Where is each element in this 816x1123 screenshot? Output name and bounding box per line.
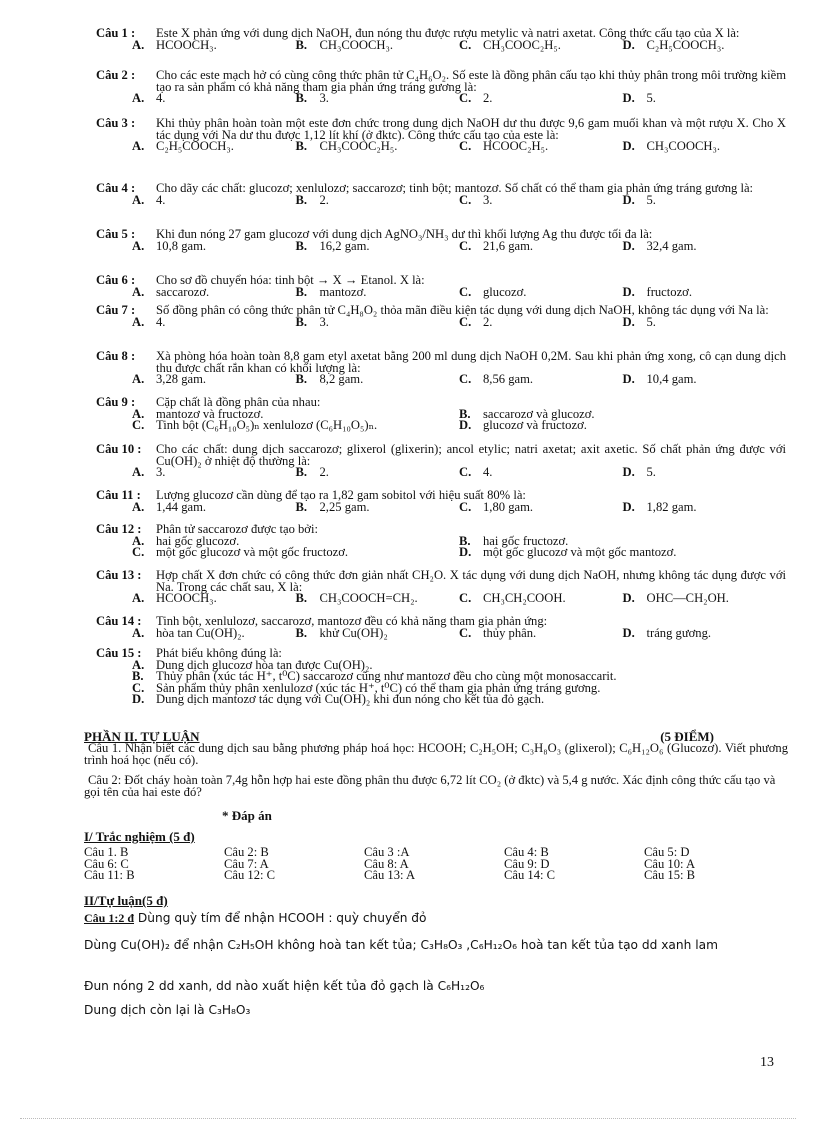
question-number: Câu 1 : — [96, 26, 136, 40]
answer-row — [84, 870, 784, 882]
option-letter: A. — [132, 91, 145, 106]
essay-answer-line-1 — [84, 911, 784, 926]
option-letter: A. — [132, 139, 145, 154]
answer-key: Câu 10: A — [644, 856, 696, 871]
question-header — [96, 570, 786, 593]
answer-option — [132, 625, 296, 640]
question — [96, 305, 786, 328]
option-row — [132, 238, 786, 253]
answer-option — [132, 93, 296, 105]
answer-option — [459, 192, 623, 207]
answer-option — [459, 499, 623, 514]
answer-option — [459, 547, 786, 559]
option-letter: B. — [295, 372, 308, 387]
option-text: 4. — [156, 91, 166, 106]
option-letter: D. — [622, 499, 635, 514]
answer-grid — [84, 847, 784, 882]
option-letter: A. — [132, 406, 145, 421]
option-text: CH₃CH₂COOH. — [483, 591, 566, 606]
option-letter: C. — [132, 418, 145, 433]
answer-option — [622, 238, 787, 253]
option-row — [132, 625, 786, 640]
question-number: Câu 9 : — [96, 395, 136, 409]
essay-answer-line-2: Dùng Cu(OH)₂ để nhận C₂H₅OH không hoà tan kết tủa; C₃H₈O₃ ,C₆H₁₂O₆ hoà tan kết tủa tạo dd xanh lam — [84, 938, 718, 952]
option-letter: A. — [132, 284, 145, 299]
question-text: Khi thủy phân hoàn toàn một este đơn chức trong dung dịch NaOH dư thu được 9,6 gam muối khan và một rượu X. Cho X tác dụng với Na dư thu được 1,12 lít khí (ở đktc). Công thức cấu tạo của este là: — [156, 116, 786, 142]
option-letter: A. — [132, 372, 145, 387]
question-header — [96, 351, 786, 374]
answer-option — [296, 141, 460, 153]
option-text: 3. — [483, 192, 493, 207]
option-text: 8,56 gam. — [483, 372, 534, 387]
question-number: Câu 4 : — [96, 181, 136, 195]
option-letter: D. — [622, 192, 635, 207]
answer-option — [132, 192, 296, 207]
option-letter: B. — [295, 238, 308, 253]
option-letter: A. — [132, 238, 145, 253]
option-text: một gốc glucozơ và một gốc mantozơ. — [483, 545, 677, 560]
question — [96, 648, 786, 706]
question — [96, 28, 786, 51]
answer-option — [296, 593, 460, 605]
answer-key: Câu 6: C — [84, 856, 129, 871]
option-text: hai gốc fructozơ. — [483, 533, 569, 548]
page-number: 13 — [760, 1055, 774, 1070]
option-letter: A. — [132, 192, 145, 207]
option-letter: D. — [622, 625, 635, 640]
option-row — [132, 141, 786, 153]
answer-key: Câu 2: B — [224, 845, 269, 859]
question-text: Xà phòng hóa hoàn toàn 8,8 gam etyl axetat bằng 200 ml dung dịch NaOH 0,2M. Sau khi phản ứng xong, cô cạn dung dịch thu được chất rắn khan có khối lượng là: — [156, 349, 786, 375]
option-text: CH₃COOC₂H₅. — [319, 139, 398, 154]
answer-key: Câu 14: C — [504, 868, 556, 883]
answer-option — [132, 593, 296, 605]
answer-option — [459, 238, 623, 253]
option-text: 8,2 gam. — [319, 372, 364, 387]
option-text: 3,28 gam. — [156, 372, 207, 387]
answer-option — [623, 593, 787, 605]
option-text: CH₃COOC₂H₅. — [483, 37, 561, 52]
option-row — [132, 284, 786, 299]
option-text: glucozơ và fructozơ. — [483, 418, 587, 433]
option-letter: B. — [295, 139, 308, 154]
answer-option — [132, 420, 459, 432]
answer-option — [132, 547, 459, 559]
option-text: C₂H₅COOCH₃. — [646, 37, 725, 52]
option-text: 32,4 gam. — [646, 238, 697, 253]
answer-option — [296, 467, 460, 479]
question-number: Câu 13 : — [96, 568, 142, 582]
option-letter: C. — [459, 372, 472, 387]
option-text: 2. — [483, 314, 493, 329]
question-header — [96, 70, 786, 93]
answer-key: Câu 8: A — [364, 856, 409, 871]
essay-answer-title: II/Tự luận(5 đ) — [84, 893, 168, 908]
answer-option — [459, 374, 623, 386]
question — [96, 490, 786, 513]
option-text: 3. — [156, 465, 166, 480]
option-text: OHC—CH₂OH. — [646, 591, 729, 606]
answer-option — [459, 314, 623, 329]
question-text: Hợp chất X đơn chức có công thức đơn giản nhất CH₂O. X tác dụng với dung dịch NaOH, nhưng không tác dụng được với Na. Trong các chất sau, X là: — [156, 568, 786, 594]
option-letter: A. — [132, 625, 145, 640]
question — [96, 570, 786, 605]
answer-option — [295, 625, 460, 640]
option-letter: B. — [459, 533, 471, 548]
answer-option — [132, 499, 296, 514]
answer-option — [623, 374, 787, 386]
answer-option — [622, 37, 787, 52]
answer-option — [459, 37, 623, 52]
answer-option — [295, 314, 460, 329]
question-number: Câu 12 : — [96, 522, 142, 536]
option-letter: D. — [622, 238, 635, 253]
option-letter: D. — [622, 91, 635, 106]
option-text: khử Cu(OH)₂ — [319, 625, 388, 640]
answer-option — [622, 499, 787, 514]
question-header — [96, 444, 786, 467]
option-row — [132, 593, 786, 605]
question-text: Số đồng phân có công thức phân tử C₄H₈O₂ thỏa mãn điều kiện tác dụng với dung dịch NaOH, không tác dụng với Na là: — [156, 303, 769, 317]
option-letter: B. — [295, 192, 308, 207]
option-letter: C. — [459, 37, 472, 52]
option-letter: C. — [132, 680, 145, 695]
option-letter: B. — [295, 499, 308, 514]
answer-option — [295, 499, 460, 514]
option-letter: A. — [132, 591, 145, 606]
option-letter: C. — [459, 238, 472, 253]
option-letter: A. — [132, 37, 145, 52]
answer-option — [132, 238, 296, 253]
answer-option — [459, 467, 623, 479]
question-header — [96, 183, 786, 195]
question — [96, 616, 786, 639]
answer-option — [459, 420, 786, 432]
option-text: Dung dịch glucozơ hòa tan được Cu(OH)₂. — [156, 657, 373, 672]
option-text: mantozơ. — [319, 284, 367, 299]
option-letter: B. — [295, 625, 308, 640]
option-letter: B. — [295, 91, 308, 106]
option-letter: D. — [622, 465, 635, 480]
option-letter: D. — [622, 37, 635, 52]
question — [96, 275, 786, 298]
option-text: fructozơ. — [646, 284, 692, 299]
option-text: 10,4 gam. — [646, 372, 697, 387]
answer-option — [295, 37, 460, 52]
question-text: Cho sơ đồ chuyển hóa: tinh bột → X → Etanol. X là: — [156, 273, 425, 287]
question-text: Lượng glucozơ cần dùng để tạo ra 1,82 gam sobitol với hiệu suất 80% là: — [156, 488, 526, 502]
answer-key: Câu 4: B — [504, 845, 549, 859]
answer-key: Câu 1. B — [84, 845, 129, 859]
option-letter: B. — [295, 591, 308, 606]
option-text: một gốc glucozơ và một gốc fructozơ. — [156, 545, 349, 560]
answer-option — [622, 284, 787, 299]
option-letter: C. — [459, 91, 472, 106]
question-text: Phân tử saccarozơ được tạo bởi: — [156, 522, 318, 536]
question-text: Khi đun nóng 27 gam glucozơ với dung dịch AgNO₃/NH₃ dư thì khối lượng Ag thu được tối đa là: — [156, 227, 653, 241]
question-number: Câu 15 : — [96, 646, 142, 660]
question-number: Câu 2 : — [96, 68, 136, 82]
option-text: saccarozơ và glucozơ. — [483, 406, 595, 421]
essay-answer-text: Dùng quỳ tím để nhận HCOOH : quỳ chuyển đỏ — [137, 911, 427, 925]
question-text: Phát biểu không đúng là: — [156, 646, 282, 660]
question-number: Câu 3 : — [96, 116, 136, 130]
option-letter: C. — [459, 499, 472, 514]
option-letter: C. — [459, 284, 472, 299]
question-number: Câu 14 : — [96, 614, 142, 628]
answer-option — [132, 314, 296, 329]
option-letter: B. — [295, 284, 308, 299]
answer-key: Câu 5: D — [644, 845, 690, 859]
option-row — [132, 93, 786, 105]
option-letter: A. — [132, 314, 145, 329]
option-text: Dung dịch mantozơ tác dụng với Cu(OH)₂ khi đun nóng cho kết tủa đỏ gạch. — [156, 692, 545, 707]
question-number: Câu 11 : — [96, 488, 141, 502]
question-text: Este X phản ứng với dung dịch NaOH, đun nóng thu được rượu metylic và natri axetat. Công thức cấu tạo của X là: — [156, 26, 740, 40]
answer-key: Câu 12: C — [224, 868, 276, 883]
answer-option — [622, 625, 787, 640]
option-text: 4. — [156, 314, 166, 329]
option-row — [132, 37, 786, 52]
essay-answer-label: Câu 1:2 đ — [84, 911, 135, 925]
option-text: 21,6 gam. — [483, 238, 534, 253]
question — [96, 70, 786, 105]
question-number: Câu 6 : — [96, 273, 136, 287]
option-letter: D. — [622, 372, 635, 387]
option-letter: A. — [132, 657, 145, 672]
option-text: 2. — [319, 192, 329, 207]
option-text: HCOOCH₃. — [156, 37, 217, 52]
question — [96, 351, 786, 386]
answer-option — [132, 467, 296, 479]
option-letter: A. — [132, 533, 145, 548]
answer-option — [622, 192, 787, 207]
answer-option — [132, 694, 544, 706]
option-letter: C. — [459, 625, 472, 640]
page-bottom-divider — [20, 1118, 796, 1119]
option-row — [132, 420, 786, 432]
option-letter: D. — [459, 418, 472, 433]
answer-option — [622, 314, 787, 329]
option-text: 3. — [319, 91, 329, 106]
option-row — [132, 314, 786, 329]
question — [96, 229, 786, 252]
essay-answer-line-3: Đun nóng 2 dd xanh, dd nào xuất hiện kết tủa đỏ gạch là C₆H₁₂O₆ — [84, 979, 485, 993]
option-text: saccarozơ. — [156, 284, 210, 299]
question-header — [96, 305, 786, 317]
answer-key: Câu 15: B — [644, 868, 696, 883]
question — [96, 397, 786, 432]
option-letter: B. — [295, 37, 308, 52]
option-row — [132, 694, 786, 706]
option-text: 4. — [483, 465, 493, 480]
answer-option — [132, 141, 296, 153]
option-letter: D. — [622, 314, 635, 329]
option-text: 3. — [319, 314, 329, 329]
question-number: Câu 10 : — [96, 442, 142, 456]
option-text: CH₃COOCH=CH₂. — [319, 591, 418, 606]
option-text: tráng gương. — [646, 625, 712, 640]
option-letter: A. — [132, 499, 145, 514]
option-text: 4. — [156, 192, 166, 207]
answer-option — [623, 93, 787, 105]
answer-key: Câu 9: D — [504, 856, 550, 871]
option-row — [132, 547, 786, 559]
question-text: Cho các este mạch hở có cùng công thức phân tử C₄H₆O₂. Số este là đồng phân cấu tạo khi thủy phân trong môi trường kiềm tạo ra sản phẩm có khả năng tham gia phản ứng tráng gương là: — [156, 68, 786, 94]
answer-option — [459, 593, 623, 605]
option-text: Tinh bột (C₆H₁₀O₅)ₙ xenlulozơ (C₆H₁₀O₅)ₙ. — [156, 418, 378, 433]
answer-option — [459, 93, 623, 105]
option-text: Sản phẩm thủy phân xenlulozơ (xúc tác H⁺, t⁰C) có thể tham gia phản ứng tráng gương. — [156, 680, 601, 695]
option-text: 2. — [319, 465, 329, 480]
option-text: CH₃COOCH₃. — [646, 139, 721, 154]
part2-points: (5 ĐIỂM) — [660, 729, 714, 744]
option-text: hòa tan Cu(OH)₂. — [156, 625, 245, 640]
answer-title: * Đáp án — [222, 808, 272, 823]
option-text: 10,8 gam. — [156, 238, 207, 253]
answer-option — [132, 284, 296, 299]
option-text: HCOOC₂H₅. — [483, 139, 549, 154]
question — [96, 524, 786, 559]
answer-option — [295, 238, 460, 253]
question-text: Cho dãy các chất: glucozơ; xenlulozơ; saccarozơ; tinh bột; mantozơ. Số chất có thể tham gia phản ứng tráng gương là: — [156, 181, 754, 195]
option-row — [132, 192, 786, 207]
option-text: 16,2 gam. — [319, 238, 370, 253]
question — [96, 444, 786, 479]
option-letter: D. — [132, 692, 145, 707]
option-text: 5. — [646, 314, 656, 329]
option-row — [132, 374, 786, 386]
answer-option — [132, 37, 296, 52]
question-text: Cho các chất: dung dịch saccarozơ; glixerol (glixerin); ancol etylic; natri axetat; axit axetic. Số chất phản ứng được với Cu(OH)₂ ở nhiệt độ thường là: — [156, 442, 786, 468]
answer-option — [623, 467, 787, 479]
question-number: Câu 8 : — [96, 349, 136, 363]
answer-option — [623, 141, 787, 153]
question-number: Câu 5 : — [96, 227, 136, 241]
answer-option — [132, 374, 296, 386]
option-letter: C. — [459, 192, 472, 207]
question-header — [96, 118, 786, 141]
option-text: glucozơ. — [483, 284, 527, 299]
question-number: Câu 7 : — [96, 303, 136, 317]
option-letter: B. — [459, 406, 471, 421]
part2-title: PHẦN II. TỰ LUẬN — [84, 729, 200, 744]
option-text: 1,44 gam. — [156, 499, 207, 514]
option-letter: B. — [295, 465, 308, 480]
essay-answer-line-4: Dung dịch còn lại là C₃H₈O₃ — [84, 1003, 251, 1017]
answer-option — [295, 192, 460, 207]
option-row — [132, 467, 786, 479]
question — [96, 118, 786, 153]
option-letter: D. — [622, 284, 635, 299]
answer-key: Câu 3 :A — [364, 845, 410, 859]
question-text: Tinh bột, xenlulozơ, saccarozơ, mantozơ đều có khả năng tham gia phản ứng: — [156, 614, 548, 628]
answer-key: Câu 7: A — [224, 856, 269, 871]
option-letter: C. — [459, 591, 472, 606]
answer-option — [459, 625, 623, 640]
option-letter: B. — [132, 669, 144, 684]
option-letter: A. — [132, 465, 145, 480]
answer-key: Câu 11: B — [84, 868, 135, 883]
option-text: C₂H₅COOCH₃. — [156, 139, 234, 154]
option-text: 5. — [646, 91, 656, 106]
option-text: CH₃COOCH₃. — [319, 37, 394, 52]
option-letter: C. — [459, 139, 472, 154]
answer-option — [295, 284, 460, 299]
option-text: mantozơ và fructozơ. — [156, 406, 264, 421]
answer-key: Câu 13: A — [364, 868, 416, 883]
essay-question-1: Câu 1. Nhận biết các dung dịch sau bằng phương pháp hoá học: HCOOH; C₂H₅OH; C₃H₈O₃ (glixerol); C₆H₁₂O₆ (Glucozơ). Viết phương trình hoá học (nếu có). — [84, 741, 788, 767]
option-letter: B. — [295, 314, 308, 329]
answer-option — [459, 284, 623, 299]
option-text: 2,25 gam. — [319, 499, 370, 514]
question — [96, 183, 786, 206]
answer-option — [296, 93, 460, 105]
option-text: HCOOCH₃. — [156, 591, 217, 606]
option-letter: C. — [459, 314, 472, 329]
option-letter: D. — [622, 139, 635, 154]
answer-option — [296, 374, 460, 386]
option-text: 5. — [646, 192, 656, 207]
option-letter: C. — [459, 465, 472, 480]
option-text: 2. — [483, 91, 493, 106]
question-text: Cặp chất là đồng phân của nhau: — [156, 395, 321, 409]
option-text: Thủy phân (xúc tác H⁺, t⁰C) saccarozơ cũng như mantozơ đều cho cùng một monosaccarit. — [156, 669, 617, 684]
option-text: thủy phân. — [483, 625, 537, 640]
essay-question-2: Câu 2: Đốt cháy hoàn toàn 7,4g hỗn hợp hai este đồng phân thu được 6,72 lít CO₂ (ở đktc) và 5,4 g nước. Xác định công thức cấu tạo và gọi tên của hai este đó? — [84, 773, 776, 799]
option-letter: D. — [622, 591, 635, 606]
option-text: hai gốc glucozơ. — [156, 533, 240, 548]
answer-option — [459, 141, 623, 153]
option-letter: D. — [459, 545, 472, 560]
option-text: 1,82 gam. — [646, 499, 697, 514]
mc-answer-title: I/ Trắc nghiệm (5 đ) — [84, 829, 195, 844]
option-letter: C. — [132, 545, 145, 560]
option-text: 5. — [646, 465, 656, 480]
option-text: 1,80 gam. — [483, 499, 534, 514]
option-row — [132, 499, 786, 514]
